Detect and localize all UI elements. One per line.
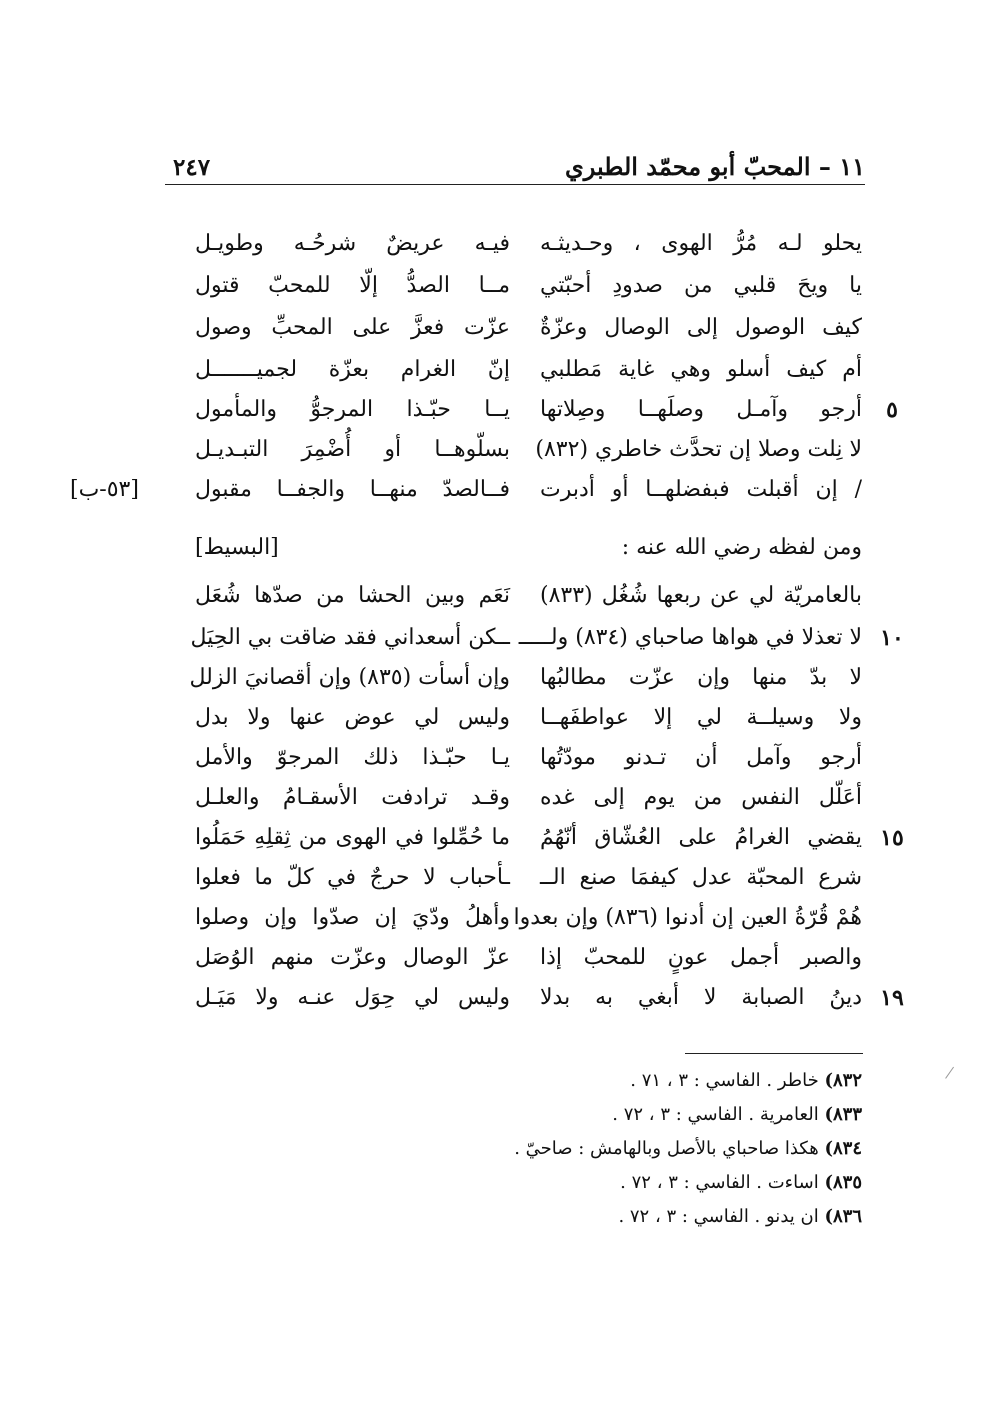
verse-row bbox=[0, 625, 992, 665]
first-hemistich: لا تعذلا في هواها صاحباي (٨٣٤) ولـــــ bbox=[518, 625, 862, 650]
footnote-number: ٨٣٦) bbox=[824, 1206, 862, 1227]
intro-text: ومن لفظه رضي الله عنه : bbox=[621, 535, 862, 560]
first-hemistich: لا بدّ منها وإن عزّت مطالبُها bbox=[540, 665, 862, 690]
footnote bbox=[612, 1104, 862, 1125]
second-hemistich: يـا حبّـذا ذلك المرجوّ والأمل bbox=[195, 745, 510, 770]
first-hemistich: يحلو لـه مُرُّ الهوى ، وحـديثـه bbox=[540, 231, 862, 256]
first-hemistich: شرع المحبّة عدل كيفمَا صنع الــ bbox=[540, 865, 862, 890]
first-hemistich: أرجو وآمـل وصلَهــا وصِلاتها bbox=[540, 397, 862, 422]
second-hemistich: وقـد ترادفت الأسقـامُ والعلـل bbox=[195, 785, 510, 810]
verse-row bbox=[0, 231, 992, 271]
footnote bbox=[514, 1138, 862, 1159]
verse-row bbox=[0, 745, 992, 785]
verse-row bbox=[0, 825, 992, 865]
second-hemistich: نَعَم وبين الحشا من صدّها شُعَل bbox=[195, 583, 510, 608]
footnote bbox=[618, 1206, 862, 1227]
footnote-text: اساءت . الفاسي : ٣ ، ٧٢ . bbox=[620, 1172, 819, 1193]
footnote-text: العامرية . الفاسي : ٣ ، ٧٢ . bbox=[612, 1104, 819, 1125]
first-hemistich: يا ويحَ قلبي من صدودِ أحبّتي bbox=[540, 273, 862, 298]
verse-row bbox=[0, 705, 992, 745]
verse-row bbox=[0, 273, 992, 313]
verse-number: ١٩ bbox=[880, 985, 904, 1011]
verse-number: ٥ bbox=[886, 397, 898, 423]
second-hemistich: ــكن أسعداني فقد ضاقت بي الحِيَل bbox=[190, 625, 510, 650]
first-hemistich: ولا وسيلــة لي إلا عواطفَهــا bbox=[540, 705, 862, 730]
second-hemistich: فيـه عريضٌ شرحُـه وطويـل bbox=[195, 231, 510, 256]
verse-row bbox=[0, 397, 992, 437]
section-intro bbox=[0, 535, 992, 575]
first-hemistich: كيف الوصول إلى الوصال وعزّةٌ bbox=[540, 315, 862, 340]
second-hemistich: وإن أسأت (٨٣٥) وإن أقصانيَ الزلل bbox=[189, 665, 510, 690]
first-hemistich: والصبر أجمل عونٍ للمحبّ إذا bbox=[540, 945, 862, 970]
footnote-divider bbox=[685, 1053, 863, 1054]
footnote-number: ٨٣٢) bbox=[824, 1070, 862, 1091]
folio-marker: [٥٣-ب] bbox=[70, 477, 139, 502]
second-hemistich: إنّ الغرام بعزّة لجميـــــــل bbox=[195, 357, 510, 382]
first-hemistich: أعَلّل النفس من يوم إلى غده bbox=[540, 785, 862, 810]
footnote-text: خاطر . الفاسي : ٣ ، ٧١ . bbox=[630, 1070, 819, 1091]
first-hemistich: أرجو وآمل أن تـدنو مودّتُها bbox=[540, 745, 862, 770]
second-hemistich: فــالصدّ منهــا والجفــا مقبول bbox=[195, 477, 510, 502]
verse-row bbox=[0, 785, 992, 825]
second-hemistich: عزّت فعزَّ على المحبِّ وصول bbox=[195, 315, 510, 340]
second-hemistich: بسلّوهــا أو أُضْمِرَ التبـديـل bbox=[195, 437, 510, 462]
page-number: ٢٤٧ bbox=[173, 154, 211, 181]
second-hemistich: مــا الصدُّ إلّا للمحبّ قتول bbox=[195, 273, 510, 298]
first-hemistich: / إن أقبلت فبفضلهــا أو أدبرت bbox=[540, 477, 862, 502]
footnote-text: هكذا صاحباي بالأصل وبالهامش : صاحيّ . bbox=[514, 1138, 819, 1159]
verse-row bbox=[0, 315, 992, 355]
second-hemistich: يــا حبّـذا المرجوُّ والمأمول bbox=[195, 397, 510, 422]
first-hemistich: هُمْ قُرّةُ العين إن أدنوا (٨٣٦) وإن بعدوا bbox=[513, 905, 862, 930]
footnote bbox=[630, 1070, 862, 1091]
first-hemistich: دينُ الصبابة لا أبغي به بدلا bbox=[540, 985, 862, 1010]
second-hemistich: عزّ الوصال وعزّت منهم الوُصَل bbox=[195, 945, 510, 970]
first-hemistich: لا نِلت وصلا إن تحدَّث خاطري (٨٣٢) bbox=[535, 437, 862, 462]
verse-row bbox=[0, 583, 992, 623]
footnote bbox=[620, 1172, 862, 1193]
second-hemistich: وليس لي عوض عنها ولا بدل bbox=[195, 705, 510, 730]
footnote-number: ٨٣٥) bbox=[824, 1172, 862, 1193]
first-hemistich: يقضي الغرامُ على العُشّاق أنّهُمُ bbox=[540, 825, 862, 850]
running-header bbox=[165, 152, 865, 185]
first-hemistich: بالعامريّة لي عن ربعها شُغُل (٨٣٣) bbox=[540, 583, 862, 608]
verse-row bbox=[0, 357, 992, 397]
verse-row bbox=[0, 665, 992, 705]
first-hemistich: أم كيف أسلو وهي غاية مَطلبي bbox=[540, 357, 862, 382]
second-hemistich: ـأحباب لا حرجٌ في كلّ ما فعلوا bbox=[195, 865, 510, 890]
verse-number: ١٥ bbox=[880, 825, 904, 851]
footnote-number: ٨٣٣) bbox=[824, 1104, 862, 1125]
verse-row bbox=[0, 865, 992, 905]
meter-label: [البسيط] bbox=[195, 535, 279, 560]
footnote-number: ٨٣٤) bbox=[824, 1138, 862, 1159]
margin-pencil-mark bbox=[945, 1067, 955, 1080]
chapter-title: ١١ – المحبّ أبو محمّد الطبري bbox=[565, 152, 865, 181]
second-hemistich: ما حُمِّلوا في الهوى من ثِقلِهِ حَمَلُوا bbox=[195, 825, 510, 850]
second-hemistich: وأهلُ ودّيَ إن صدّوا وإن وصلوا bbox=[195, 905, 510, 930]
verse-row bbox=[0, 477, 992, 517]
second-hemistich: وليس لي حِوَل عنـه ولا مَيَـل bbox=[195, 985, 510, 1010]
verse-row bbox=[0, 945, 992, 985]
verse-row bbox=[0, 905, 992, 945]
verse-row bbox=[0, 985, 992, 1025]
verse-number: ١٠ bbox=[880, 625, 904, 651]
verse-row bbox=[0, 437, 992, 477]
footnote-text: ان يدنو . الفاسي : ٣ ، ٧٢ . bbox=[618, 1206, 819, 1227]
